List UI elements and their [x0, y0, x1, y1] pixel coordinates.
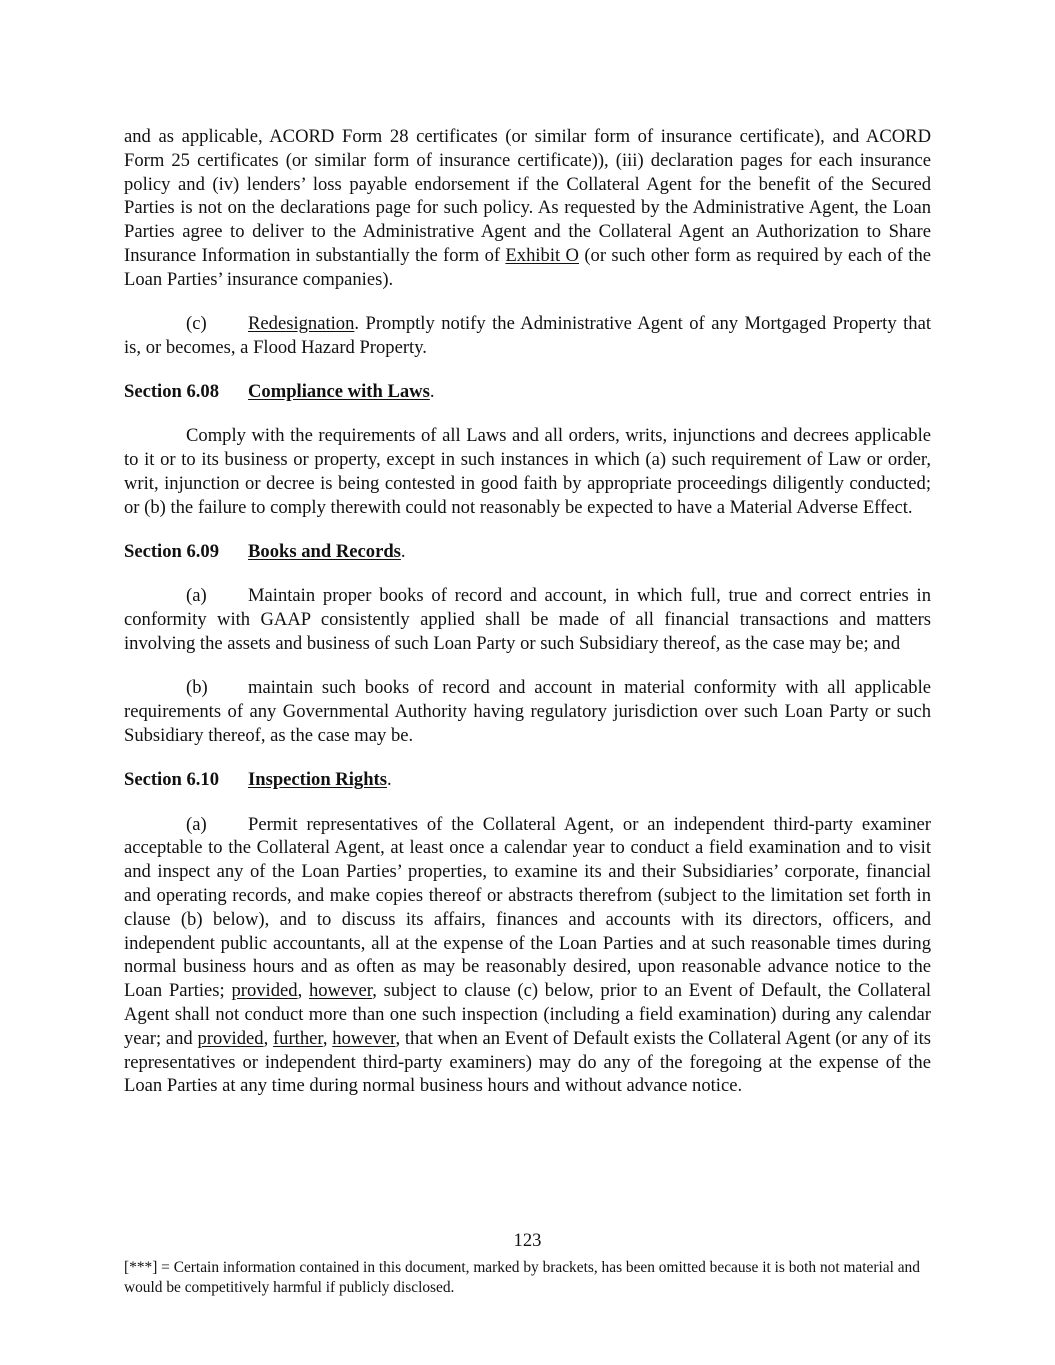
section-6-09-clause-a: (a) Maintain proper books of record and account, in which full, true and correct entries in conformity with GAAP consistently applied shall be made of all financial transactions and matters involving the assets and business of such Loan Party or such Subsidiary thereof, as the case may be; and	[124, 585, 931, 655]
proviso-term: provided	[197, 1027, 264, 1049]
proviso-term: provided	[231, 980, 298, 1002]
document-page	[124, 125, 931, 1098]
clause-label: (a)	[186, 813, 207, 835]
section-heading-6-08: Section 6.08 Compliance with Laws.	[124, 381, 435, 403]
section-number: Section 6.09	[124, 541, 220, 563]
section-number: Section 6.10	[124, 769, 220, 791]
section-6-10-clause-a: (a) Permit representatives of the Collateral Agent, or an independent third-party examiner acceptable to the Collateral Agent, at least once a calendar year to conduct a field examination and to visit and inspect any of the Loan Parties’ properties, to examine its and their Subsidiaries’ corporate, financial and operating records, and make copies thereof or abstracts therefrom (subject to the limitation set forth in clause (b) below), and to discuss its affairs, finances and accounts with its directors, officers, and independent public accountants, all at the expense of the Loan Parties and at such reasonable times during normal business hours and as often as may be reasonably desired, upon reasonable advance notice to the Loan Parties; provided, however, subject to clause (c) below, prior to an Event of Default, the Collateral Agent shall not conduct more than one such inspection (including a field examination) during any calendar year; and provided, further, however, that when an Event of Default exists the Collateral Agent (or any of its representatives or independent third-party examiners) may do any of the foregoing at the expense of the Loan Parties at any time during normal business hours and without advance notice.	[124, 813, 932, 1097]
clause-label: (c)	[186, 313, 207, 335]
redaction-footnote: [***] = Certain information contained in this document, marked by brackets, has been omitted because it is both not material and would be competitively harmful if publicly disclosed.	[124, 1259, 920, 1296]
proviso-term: however	[332, 1027, 396, 1049]
section-heading-6-09: Section 6.09 Books and Records.	[124, 541, 406, 563]
proviso-term: however	[308, 980, 373, 1002]
section-title: Compliance with Laws	[248, 381, 430, 403]
section-6-09-clause-b: (b) maintain such books of record and account in material conformity with all applicable requirements of any Governmental Authority having regulatory jurisdiction over such Loan Party or such Subsidiary thereof, as the case may be.	[124, 677, 931, 746]
page-number: 123	[513, 1230, 542, 1251]
proviso-term: further	[272, 1027, 323, 1049]
redesignation-paragraph: (c) Redesignation. Promptly notify the Administrative Agent of any Mortgaged Property that is, or becomes, a Flood Hazard Property.	[124, 313, 931, 358]
clause-label: (b)	[186, 677, 208, 699]
section-title: Inspection Rights	[248, 769, 387, 791]
insurance-paragraph: and as applicable, ACORD Form 28 certificates (or similar form of insurance certificate), and ACORD Form 25 certificates (or similar form of insurance certificate)), (iii) declaration pages for each insurance policy and (iv) lenders’ loss payable endorsement if the Collateral Agent for the benefit of the Secured Parties is not on the declarations page for such policy. As requested by the Administrative Agent, the Loan Parties agree to deliver to the Administrative Agent and the Collateral Agent an Authorization to Share Insurance Information in substantially the form of Exhibit O (or such other form as required by each of the Loan Parties’ insurance companies).	[124, 126, 931, 290]
clause-label: (a)	[186, 585, 207, 607]
section-number: Section 6.08	[124, 381, 220, 403]
exhibit-o-reference: Exhibit O	[505, 244, 579, 266]
section-heading-6-10: Section 6.10 Inspection Rights.	[124, 769, 392, 791]
clause-title: Redesignation	[248, 313, 355, 335]
section-title: Books and Records	[248, 541, 401, 563]
section-6-08-body: Comply with the requirements of all Laws and all orders, writs, injunctions and decrees applicable to it or to its business or property, except in such instances in which (a) such requirement of Law or order, writ, injunction or decree is being contested in good faith by appropriate proceedings diligently conducted; or (b) the failure to comply therewith could not reasonably be expected to have a Material Adverse Effect.	[124, 425, 931, 518]
